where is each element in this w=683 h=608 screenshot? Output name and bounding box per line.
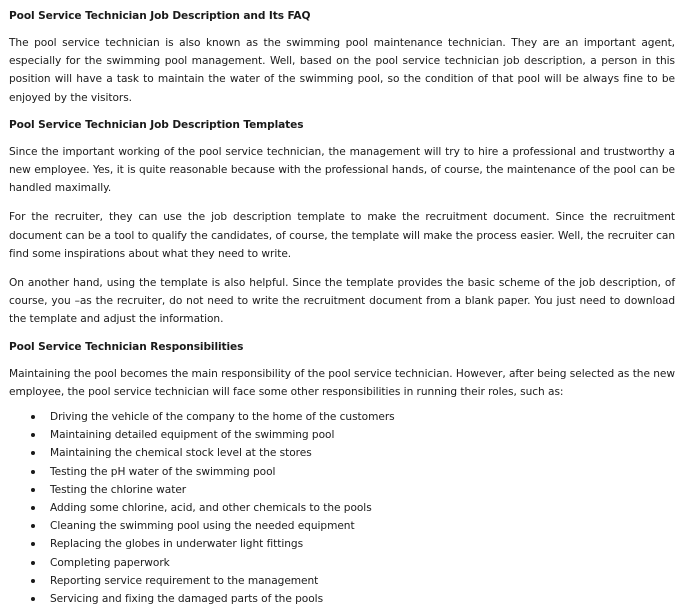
heading-responsibilities: Pool Service Technician Responsibilities: [9, 340, 244, 353]
intro-paragraph: The pool service technician is also known as the swimming pool maintenance technician. They are an important agent, especially for the swimming pool management. Well, based on the pool service technician job description, a person in this position will have a task to maintain the water of the swimming pool, so the condition of that pool will be always fine to be enjoyed by the visitors.: [9, 37, 675, 104]
responsibilities-list: [9, 408, 675, 608]
templates-paragraph-3: On another hand, using the template is also helpful. Since the template provides the basic scheme of the job description, of course, you –as the recruiter, do not need to write the recruitment document from a blank paper. You just need to download the template and adjust the information.: [9, 277, 675, 326]
list-item: Cleaning the swimming pool using the needed equipment: [31, 517, 675, 535]
list-item: Completing paperwork: [31, 554, 675, 572]
list-item: Reporting service requirement to the management: [31, 572, 675, 590]
list-item: Maintaining the chemical stock level at the stores: [31, 444, 675, 462]
list-item: Maintaining detailed equipment of the swimming pool: [31, 426, 675, 444]
list-item: Replacing the globes in underwater light fittings: [31, 535, 675, 553]
templates-paragraph-1: Since the important working of the pool service technician, the management will try to hire a professional and trustworthy a new employee. Yes, it is quite reasonable because with the professional hands, of course, the maintenance of the pool can be handled maximally.: [9, 145, 675, 195]
list-item: Testing the pH water of the swimming pool: [31, 463, 675, 481]
list-item: Driving the vehicle of the company to the home of the customers: [31, 408, 675, 426]
list-item: Servicing and fixing the damaged parts of the pools: [31, 590, 675, 608]
templates-paragraph-2: For the recruiter, they can use the job description template to make the recruitment document. Since the recruitment document can be a tool to qualify the candidates, of course, the template will make the process easier. Well, the recruiter can find some inspirations about what they need to write.: [9, 211, 675, 260]
list-item: Testing the chlorine water: [31, 481, 675, 499]
responsibilities-intro: Maintaining the pool becomes the main responsibility of the pool service technician. However, after being selected as the new employee, the pool service technician will face some other responsibilities in running their roles, such as:: [9, 367, 675, 398]
heading-templates: Pool Service Technician Job Description Templates: [9, 118, 304, 131]
list-item: Adding some chlorine, acid, and other chemicals to the pools: [31, 499, 675, 517]
heading-faq: Pool Service Technician Job Description and Its FAQ: [9, 10, 311, 22]
